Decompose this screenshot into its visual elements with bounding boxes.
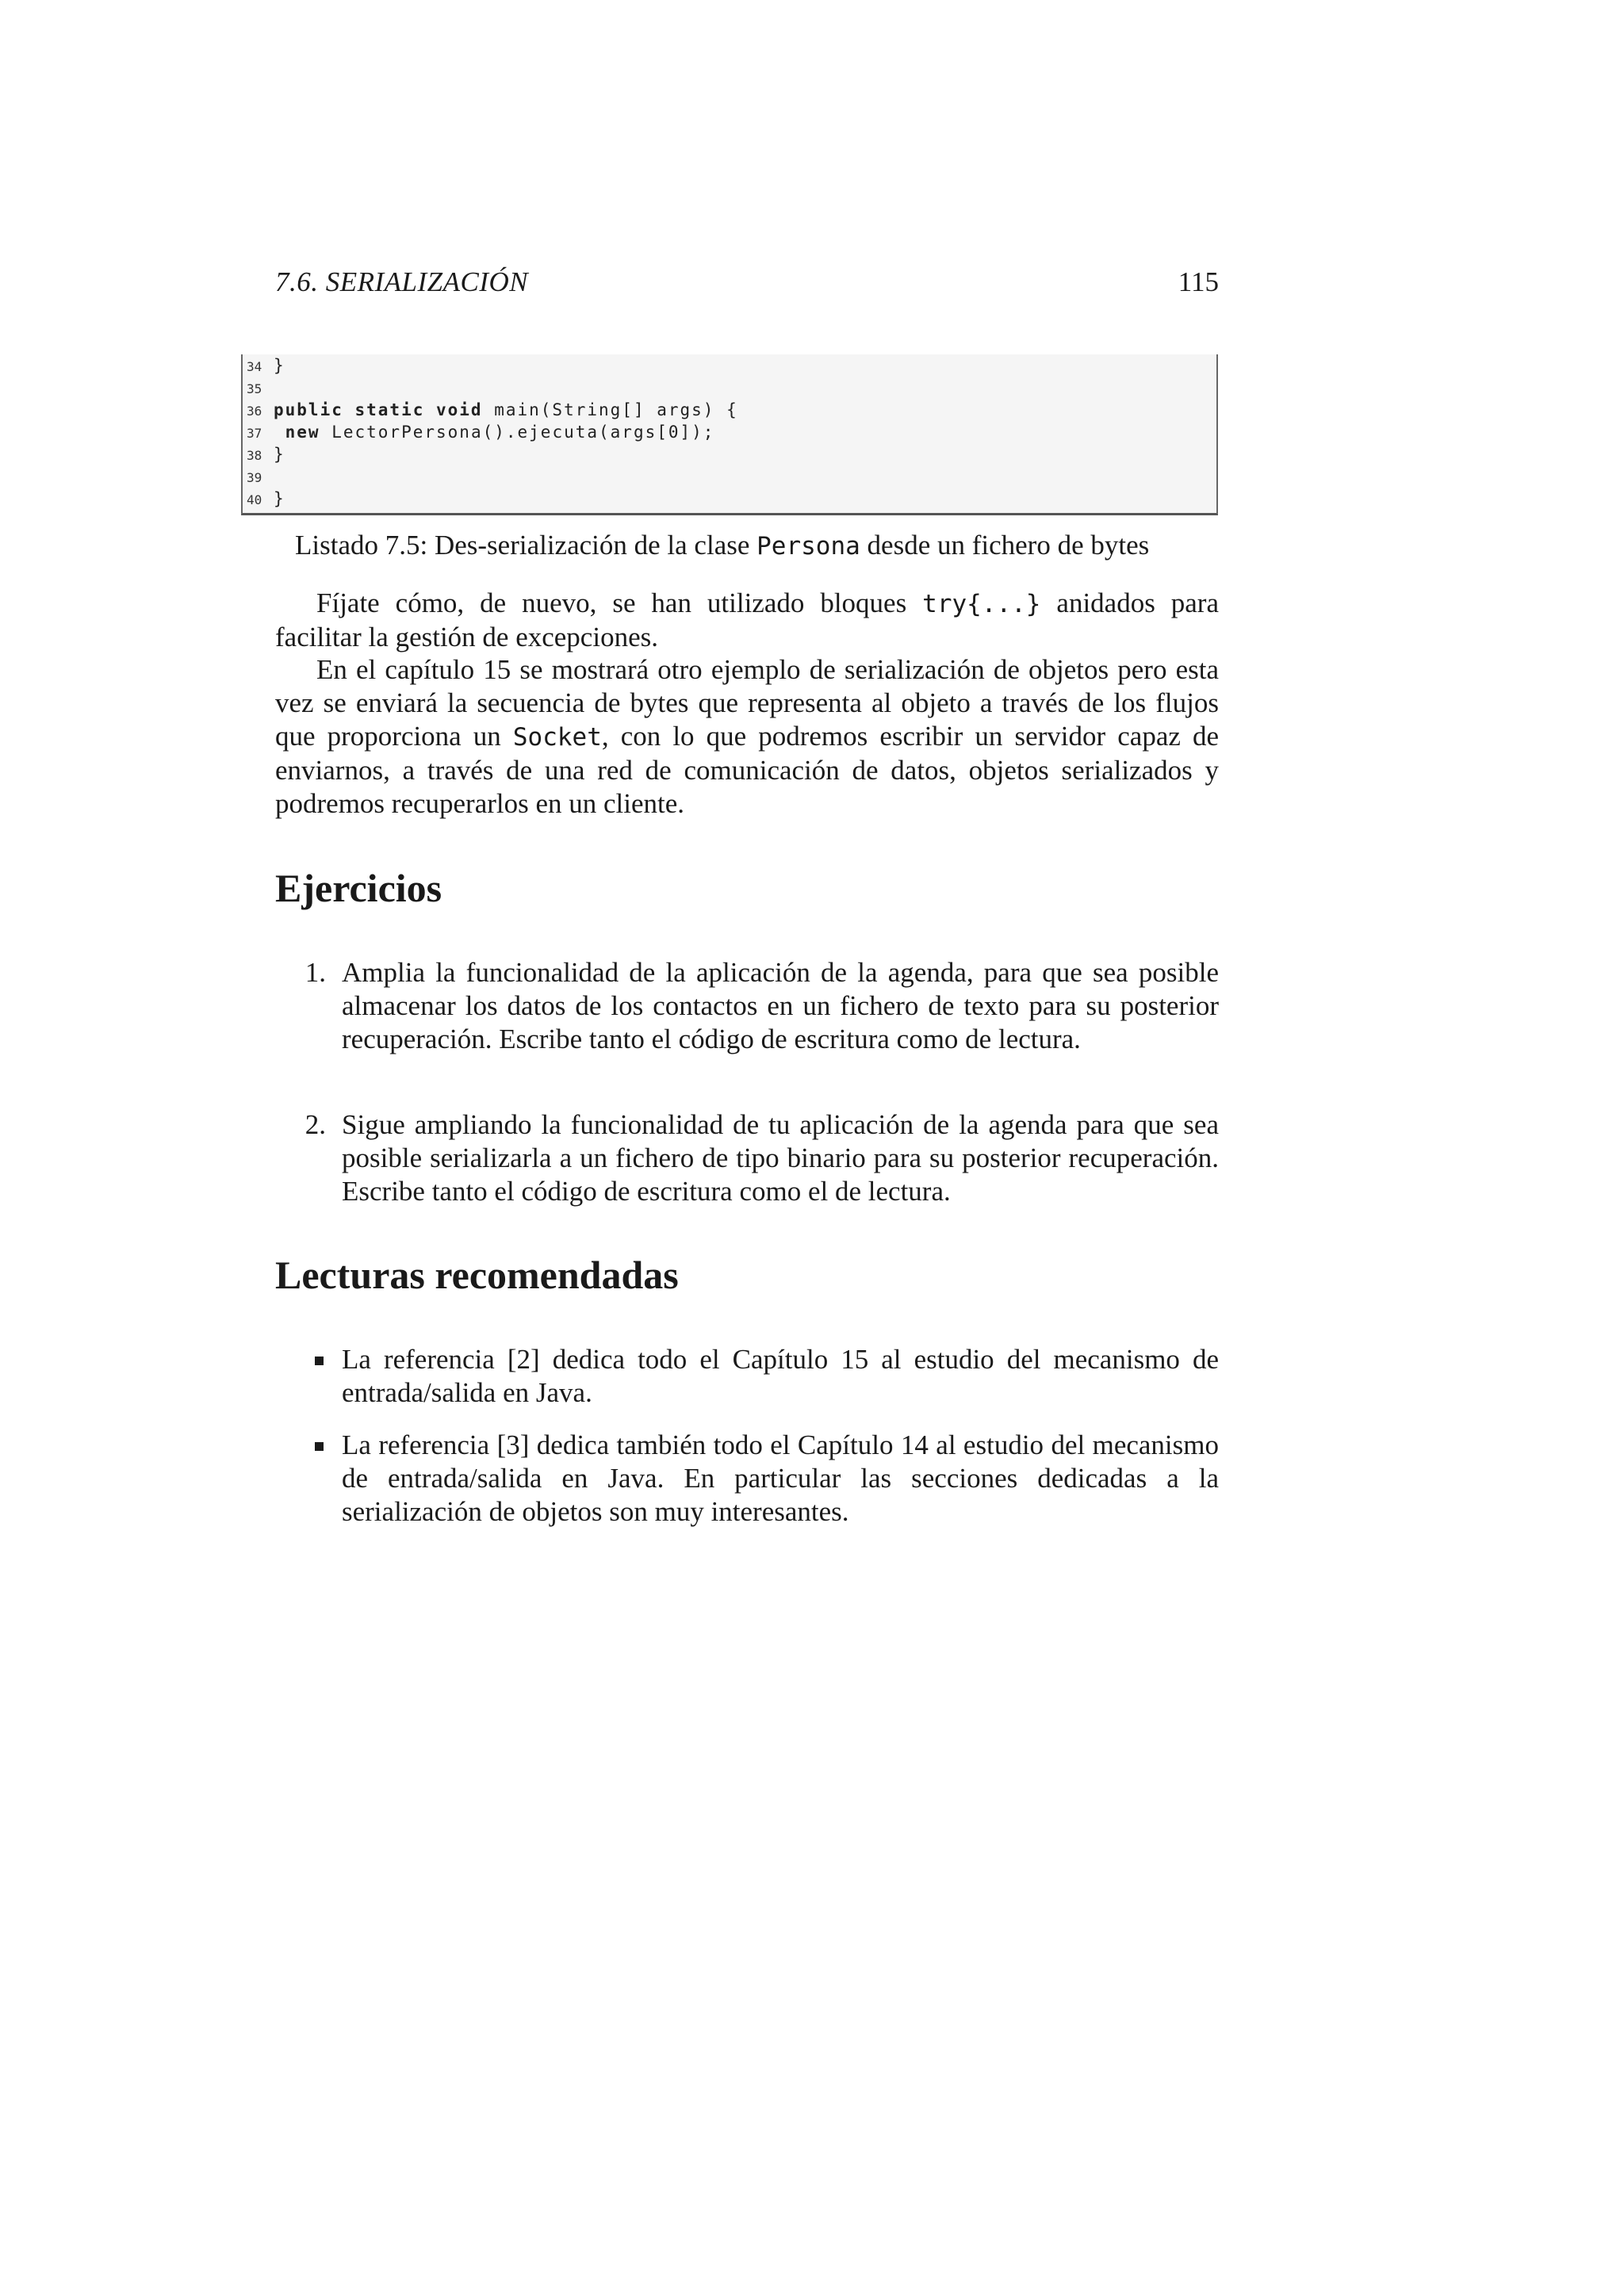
- code-text: LectorPersona().ejecuta(args[0]);: [320, 423, 715, 442]
- caption-suffix: desde un fichero de bytes: [860, 530, 1150, 561]
- code-line: [243, 421, 714, 443]
- code-text: }: [274, 489, 285, 508]
- line-number: 37: [247, 426, 262, 441]
- code-keyword: public static void: [274, 400, 483, 419]
- paragraph-1: [275, 587, 1219, 654]
- code-text: main(String[] args) {: [482, 400, 738, 419]
- exercises-heading: Ejercicios: [275, 866, 442, 910]
- paragraph-1-code: try{...}: [922, 590, 1041, 618]
- code-line: [243, 377, 274, 399]
- code-line: [243, 488, 285, 510]
- item-text: La referencia [3] dedica también todo el Capítulo 14 al estudio del mecanismo de entrada/salida en Java. En particular las secciones dedicadas a la serialización de objetos son muy interesantes.: [342, 1429, 1219, 1527]
- bullet-icon: [315, 1357, 324, 1365]
- paragraph-2-suffix: , con lo que podremos escribir un servidor capaz de enviarnos, a través de una red de comunicación de datos, objetos serializados y podremos recuperarlos en un cliente.: [275, 721, 1220, 819]
- item-text: La referencia [2] dedica todo el Capítulo 15 al estudio del mecanismo de entrada/salida en Java.: [342, 1344, 1219, 1408]
- code-line: [243, 443, 285, 465]
- page-number: 115: [1178, 266, 1219, 297]
- line-number: 34: [247, 359, 262, 374]
- code-line: [243, 399, 738, 421]
- readings-heading: Lecturas recomendadas: [275, 1253, 679, 1297]
- line-number: 39: [247, 470, 262, 485]
- listing-caption: [295, 530, 1199, 566]
- code-text: }: [274, 445, 285, 464]
- paragraph-1-suffix: anidados para facilitar la gestión de excepciones.: [275, 587, 1220, 652]
- caption-code: Persona: [756, 532, 860, 561]
- line-number: 38: [247, 448, 262, 463]
- item-number: 2.: [304, 1109, 326, 1140]
- caption-prefix: Listado 7.5: Des-serialización de la clase: [295, 530, 757, 561]
- item-number: 1.: [304, 957, 326, 988]
- code-line: [243, 354, 285, 377]
- line-number: 40: [247, 492, 262, 507]
- code-line: [243, 465, 274, 488]
- bullet-icon: [315, 1442, 324, 1451]
- section-title: 7.6. SERIALIZACIÓN: [275, 266, 529, 297]
- line-number: 36: [247, 404, 262, 419]
- code-keyword: new: [274, 423, 320, 442]
- code-listing: [241, 354, 1218, 515]
- code-text: }: [274, 356, 285, 375]
- paragraph-2-prefix: En el capítulo 15 se mostrará otro ejemplo de serialización de objetos pero esta vez se enviará la secuencia de bytes que representa al objeto a través de los flujos que proporciona un: [275, 654, 1219, 752]
- item-text: Sigue ampliando la funcionalidad de tu aplicación de la agenda para que sea posible serializarla a un fichero de tipo binario para su posterior recuperación. Escribe tanto el código de escritura como el de lectura.: [342, 1109, 1219, 1207]
- line-number: 35: [247, 381, 262, 396]
- paragraph-2: [275, 653, 1219, 821]
- running-header: [275, 266, 1219, 301]
- item-text: Amplia la funcionalidad de la aplicación de la agenda, para que sea posible almacenar los datos de los contactos en un fichero de texto para su posterior recuperación. Escribe tanto el código de escritura como de lectura.: [342, 957, 1219, 1054]
- paragraph-1-prefix: Fíjate cómo, de nuevo, se han utilizado bloques: [316, 587, 923, 618]
- paragraph-2-code: Socket: [512, 723, 602, 752]
